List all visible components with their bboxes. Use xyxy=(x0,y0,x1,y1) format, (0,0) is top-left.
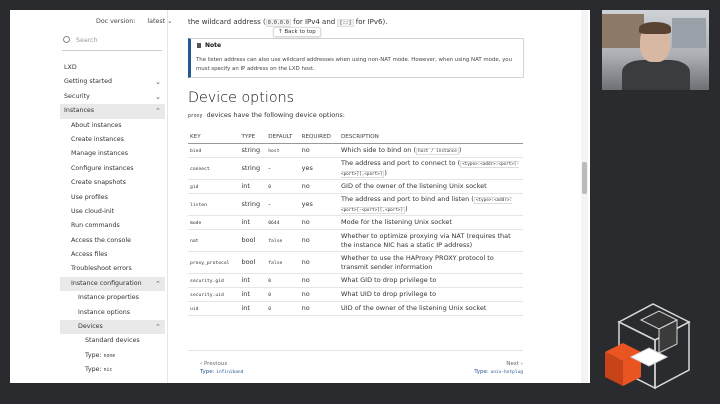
sidebar-item-typenic[interactable] xyxy=(60,363,165,377)
sidebar-item-label: Use profiles xyxy=(71,193,108,201)
next-page-link[interactable] xyxy=(474,361,523,376)
text-segment: for IPv4 and xyxy=(290,18,338,26)
chevron-up-icon[interactable]: ⌃ xyxy=(155,279,161,288)
cell-type xyxy=(239,216,266,230)
option-key: listen xyxy=(190,202,207,208)
main-content xyxy=(167,10,590,383)
option-type: int xyxy=(241,290,250,298)
sidebar-item-label: Access files xyxy=(71,251,108,259)
sidebar-item-label: Instance options xyxy=(78,308,130,316)
code-inline: [::] xyxy=(339,20,352,26)
option-key: security.gid xyxy=(190,278,224,284)
cell-required xyxy=(300,274,339,288)
back-to-top-button[interactable] xyxy=(273,27,321,37)
note-admonition xyxy=(188,38,524,78)
sidebar-item-label: Devices xyxy=(78,323,103,331)
option-description: What GID to drop privilege to xyxy=(341,276,437,284)
sidebar-item-label: About instances xyxy=(71,121,122,129)
table-row xyxy=(188,194,523,216)
table-row xyxy=(188,180,523,194)
option-required: no xyxy=(301,290,310,298)
cell-default xyxy=(266,302,299,316)
sidebar-item-access-files[interactable] xyxy=(60,248,165,262)
option-description-tail: ) xyxy=(405,204,408,213)
table-row xyxy=(188,288,523,302)
sidebar-item-configure-instances[interactable] xyxy=(60,162,165,176)
table-row xyxy=(188,144,523,158)
cell-default xyxy=(266,288,299,302)
sidebar-item-instances[interactable] xyxy=(60,104,165,118)
chevron-down-icon[interactable]: ⌄ xyxy=(155,92,161,101)
chevron-up-icon[interactable]: ⌃ xyxy=(155,107,161,116)
next-title xyxy=(474,369,523,377)
cell-required xyxy=(300,180,339,194)
info-icon xyxy=(197,43,201,48)
option-description: Which side to bind on ( xyxy=(341,145,417,154)
sidebar-item-lxd[interactable] xyxy=(60,61,165,75)
cell-default xyxy=(266,180,299,194)
sidebar-item-label: Troubleshoot errors xyxy=(71,265,132,273)
column-header: REQUIRED xyxy=(300,131,339,144)
cell-key xyxy=(188,216,239,230)
device-options-table xyxy=(188,131,523,316)
cell-default xyxy=(266,144,299,158)
option-type: bool xyxy=(241,258,256,266)
option-description-code: host / instance xyxy=(418,148,457,154)
note-title: Note xyxy=(205,42,222,49)
sidebar-item-label: Getting started xyxy=(64,78,112,86)
sidebar-item-run-commands[interactable] xyxy=(60,219,165,233)
cell-key xyxy=(188,302,239,316)
previous-label-text: Previous xyxy=(203,361,228,367)
cell-type xyxy=(239,194,266,216)
cell-required xyxy=(300,144,339,158)
cell-description xyxy=(339,144,523,158)
search-placeholder: Search xyxy=(76,37,98,44)
option-default: - xyxy=(268,200,271,208)
option-required: yes xyxy=(301,164,313,172)
sidebar xyxy=(10,10,173,383)
cell-required xyxy=(300,302,339,316)
sidebar-item-label: Create snapshots xyxy=(71,179,126,187)
option-type: string xyxy=(241,164,261,172)
chevron-left-icon: ‹ xyxy=(200,361,204,367)
page-footer-nav xyxy=(188,350,523,381)
cell-type xyxy=(239,302,266,316)
previous-label xyxy=(200,361,243,369)
sidebar-item-code: none xyxy=(103,353,116,359)
option-default: false xyxy=(268,238,283,244)
sidebar-item-access-the-console[interactable] xyxy=(60,234,165,248)
option-description: What UID to drop privilege to xyxy=(341,290,437,298)
page-heading: Device options xyxy=(188,90,295,106)
cell-description xyxy=(339,230,523,252)
option-description: Whether to use the HAProxy PROXY protocol to transmit sender information xyxy=(341,253,494,271)
sidebar-item-instance-properties[interactable] xyxy=(60,291,165,305)
cell-default xyxy=(266,194,299,216)
doc-version-value[interactable]: latest xyxy=(147,18,166,25)
option-required: no xyxy=(301,304,310,312)
option-default: - xyxy=(268,164,271,172)
option-default: 0 xyxy=(268,278,272,284)
option-default: 0 xyxy=(268,184,272,190)
cell-required xyxy=(300,194,339,216)
cell-description xyxy=(339,158,523,180)
sidebar-item-label: Security xyxy=(64,92,90,100)
option-description: UID of the owner of the listening Unix socket xyxy=(341,304,487,312)
cell-required xyxy=(300,230,339,252)
search-input[interactable] xyxy=(62,36,162,51)
sidebar-item-security[interactable] xyxy=(60,90,165,104)
sidebar-item-label: Type: xyxy=(85,351,104,359)
cell-type xyxy=(239,158,266,180)
table-row xyxy=(188,252,523,274)
cell-description xyxy=(339,288,523,302)
cell-key xyxy=(188,230,239,252)
note-text: The listen address can also use wildcard addresses when using non-NAT mode. However, when using NAT mode, you must specify an IP address on the LXD host. xyxy=(196,57,512,72)
cell-default xyxy=(266,274,299,288)
cell-key xyxy=(188,274,239,288)
cell-key xyxy=(188,180,239,194)
sidebar-item-instance-configuration[interactable] xyxy=(60,277,165,291)
option-key: proxy_protocol xyxy=(190,260,230,266)
option-required: no xyxy=(301,236,310,244)
sidebar-item-label: Configure instances xyxy=(71,164,134,172)
sidebar-item-label: Create instances xyxy=(71,135,124,143)
sidebar-item-standard-devices[interactable] xyxy=(60,334,165,348)
doc-version-label: Doc version: xyxy=(96,18,136,25)
sidebar-item-code: nic xyxy=(103,368,113,374)
sidebar-item-use-profiles[interactable] xyxy=(60,191,165,205)
option-key: connect xyxy=(190,166,210,172)
option-required: yes xyxy=(301,200,313,208)
column-header: DESCRIPTION xyxy=(339,131,523,144)
chevron-right-icon: › xyxy=(519,361,523,367)
cell-default xyxy=(266,158,299,180)
option-type: int xyxy=(241,182,250,190)
sidebar-item-about-instances[interactable] xyxy=(60,119,165,133)
sidebar-item-label: Instance configuration xyxy=(71,279,142,287)
option-key: uid xyxy=(190,306,199,312)
background-window xyxy=(672,18,706,48)
cell-required xyxy=(300,216,339,230)
background-shelf xyxy=(602,14,644,48)
option-key: security.uid xyxy=(190,292,224,298)
cell-type xyxy=(239,274,266,288)
cell-type xyxy=(239,288,266,302)
cell-key xyxy=(188,144,239,158)
sidebar-item-label: Instance properties xyxy=(78,294,139,302)
next-label-text: Next xyxy=(506,361,520,367)
option-type: string xyxy=(241,200,261,208)
option-description: GID of the owner of the listening Unix socket xyxy=(341,182,487,190)
option-description-tail: ) xyxy=(458,145,462,154)
sidebar-item-label: Access the console xyxy=(71,236,131,244)
option-type: int xyxy=(241,218,250,226)
presenter-hair xyxy=(639,22,671,34)
cell-key xyxy=(188,288,239,302)
scrollbar[interactable] xyxy=(581,10,588,383)
option-type: string xyxy=(241,146,261,154)
option-description: The address and port to connect to ( xyxy=(341,158,461,167)
cell-description xyxy=(339,180,523,194)
cell-type xyxy=(239,180,266,194)
presenter-body xyxy=(622,60,690,90)
next-code: unix-hotplug xyxy=(490,369,523,375)
option-required: no xyxy=(301,218,310,226)
sidebar-item-label: Standard devices xyxy=(85,337,140,345)
option-description-code: <type>:<addr>:<port>[-<port>][,<port>] xyxy=(341,161,520,177)
sidebar-item-instance-options[interactable] xyxy=(60,306,165,320)
note-header xyxy=(197,42,221,49)
back-to-top-label: Back to top xyxy=(284,29,316,35)
option-default: 0 xyxy=(268,292,272,298)
cell-type xyxy=(239,144,266,158)
option-required: no xyxy=(301,182,310,190)
cell-type xyxy=(239,252,266,274)
column-header: KEY xyxy=(188,131,239,144)
sidebar-item-label: LXD xyxy=(64,64,77,71)
browser-viewport xyxy=(10,10,590,383)
option-default: host xyxy=(268,148,280,154)
previous-page-link[interactable] xyxy=(200,361,243,376)
doc-version-selector[interactable] xyxy=(96,18,172,25)
cell-required xyxy=(300,158,339,180)
option-default: 0 xyxy=(268,306,272,312)
option-key: bind xyxy=(190,148,202,154)
intro-text: devices have the following device options: xyxy=(206,111,345,119)
webcam-video xyxy=(602,10,709,90)
cell-description xyxy=(339,194,523,216)
sidebar-item-label: Use cloud-init xyxy=(71,207,115,215)
column-header: DEFAULT xyxy=(266,131,299,144)
sidebar-nav xyxy=(60,61,165,378)
text-segment: the wildcard address ( xyxy=(188,18,266,26)
table-row xyxy=(188,216,523,230)
previous-type: Type: xyxy=(200,368,217,375)
cell-required xyxy=(300,288,339,302)
option-description: The address and port to bind and listen ( xyxy=(341,194,474,203)
next-type: Type: xyxy=(474,368,491,375)
option-description-code: <type>:<addr>:<port>[-<port>][,<port>] xyxy=(341,197,513,213)
option-type: int xyxy=(241,304,250,312)
option-key: gid xyxy=(190,184,199,190)
sidebar-item-create-instances[interactable] xyxy=(60,133,165,147)
cell-default xyxy=(266,216,299,230)
cell-default xyxy=(266,230,299,252)
sidebar-item-troubleshoot-errors[interactable] xyxy=(60,262,165,276)
option-default: false xyxy=(268,260,283,266)
option-default: 0644 xyxy=(268,220,280,226)
code-inline: proxy xyxy=(188,114,203,119)
sidebar-item-label: Manage instances xyxy=(71,150,128,158)
option-required: no xyxy=(301,146,310,154)
arrow-up-icon: ↑ xyxy=(278,29,285,35)
table-row xyxy=(188,302,523,316)
sidebar-item-manage-instances[interactable] xyxy=(60,147,165,161)
sidebar-item-devices[interactable] xyxy=(60,320,165,334)
cell-key xyxy=(188,158,239,180)
scrollbar-thumb[interactable] xyxy=(582,162,587,194)
option-key: mode xyxy=(190,220,202,226)
previous-title xyxy=(200,369,243,377)
sidebar-item-typenone[interactable] xyxy=(60,349,165,363)
option-description-tail: ) xyxy=(384,168,387,177)
table-row xyxy=(188,230,523,252)
option-type: bool xyxy=(241,236,256,244)
cell-key xyxy=(188,194,239,216)
cell-description xyxy=(339,274,523,288)
option-type: int xyxy=(241,276,250,284)
intro-paragraph xyxy=(188,111,345,119)
option-description: Whether to optimize proxying via NAT (requires that the instance NIC has a static IP address) xyxy=(341,231,511,249)
table-row xyxy=(188,274,523,288)
cell-description xyxy=(339,302,523,316)
sidebar-item-label: Type: xyxy=(85,366,104,374)
cell-description xyxy=(339,252,523,274)
column-header: TYPE xyxy=(239,131,266,144)
option-description: Mode for the listening Unix socket xyxy=(341,218,452,226)
chevron-down-icon: ⌄ xyxy=(167,18,173,25)
table-header-row xyxy=(188,131,523,144)
option-required: no xyxy=(301,276,310,284)
previous-paragraph-tail xyxy=(188,18,387,26)
sidebar-item-getting-started[interactable] xyxy=(60,75,165,89)
cell-default xyxy=(266,252,299,274)
cell-description xyxy=(339,216,523,230)
sidebar-item-label: Run commands xyxy=(71,222,120,230)
sidebar-item-label: Instances xyxy=(64,107,95,115)
chevron-up-icon[interactable]: ⌃ xyxy=(155,323,161,332)
sidebar-item-use-cloud-init[interactable] xyxy=(60,205,165,219)
next-label xyxy=(474,361,523,369)
code-inline: 0.0.0.0 xyxy=(267,20,289,26)
option-required: no xyxy=(301,258,310,266)
lxd-cube-logo xyxy=(597,300,709,396)
sidebar-item-create-snapshots[interactable] xyxy=(60,176,165,190)
cell-required xyxy=(300,252,339,274)
option-key: nat xyxy=(190,238,199,244)
table-row xyxy=(188,158,523,180)
chevron-down-icon[interactable]: ⌄ xyxy=(155,78,161,87)
previous-code: infiniband xyxy=(216,369,244,375)
cell-type xyxy=(239,230,266,252)
text-segment: for IPv6). xyxy=(353,18,388,26)
search-icon xyxy=(63,36,70,43)
cell-key xyxy=(188,252,239,274)
